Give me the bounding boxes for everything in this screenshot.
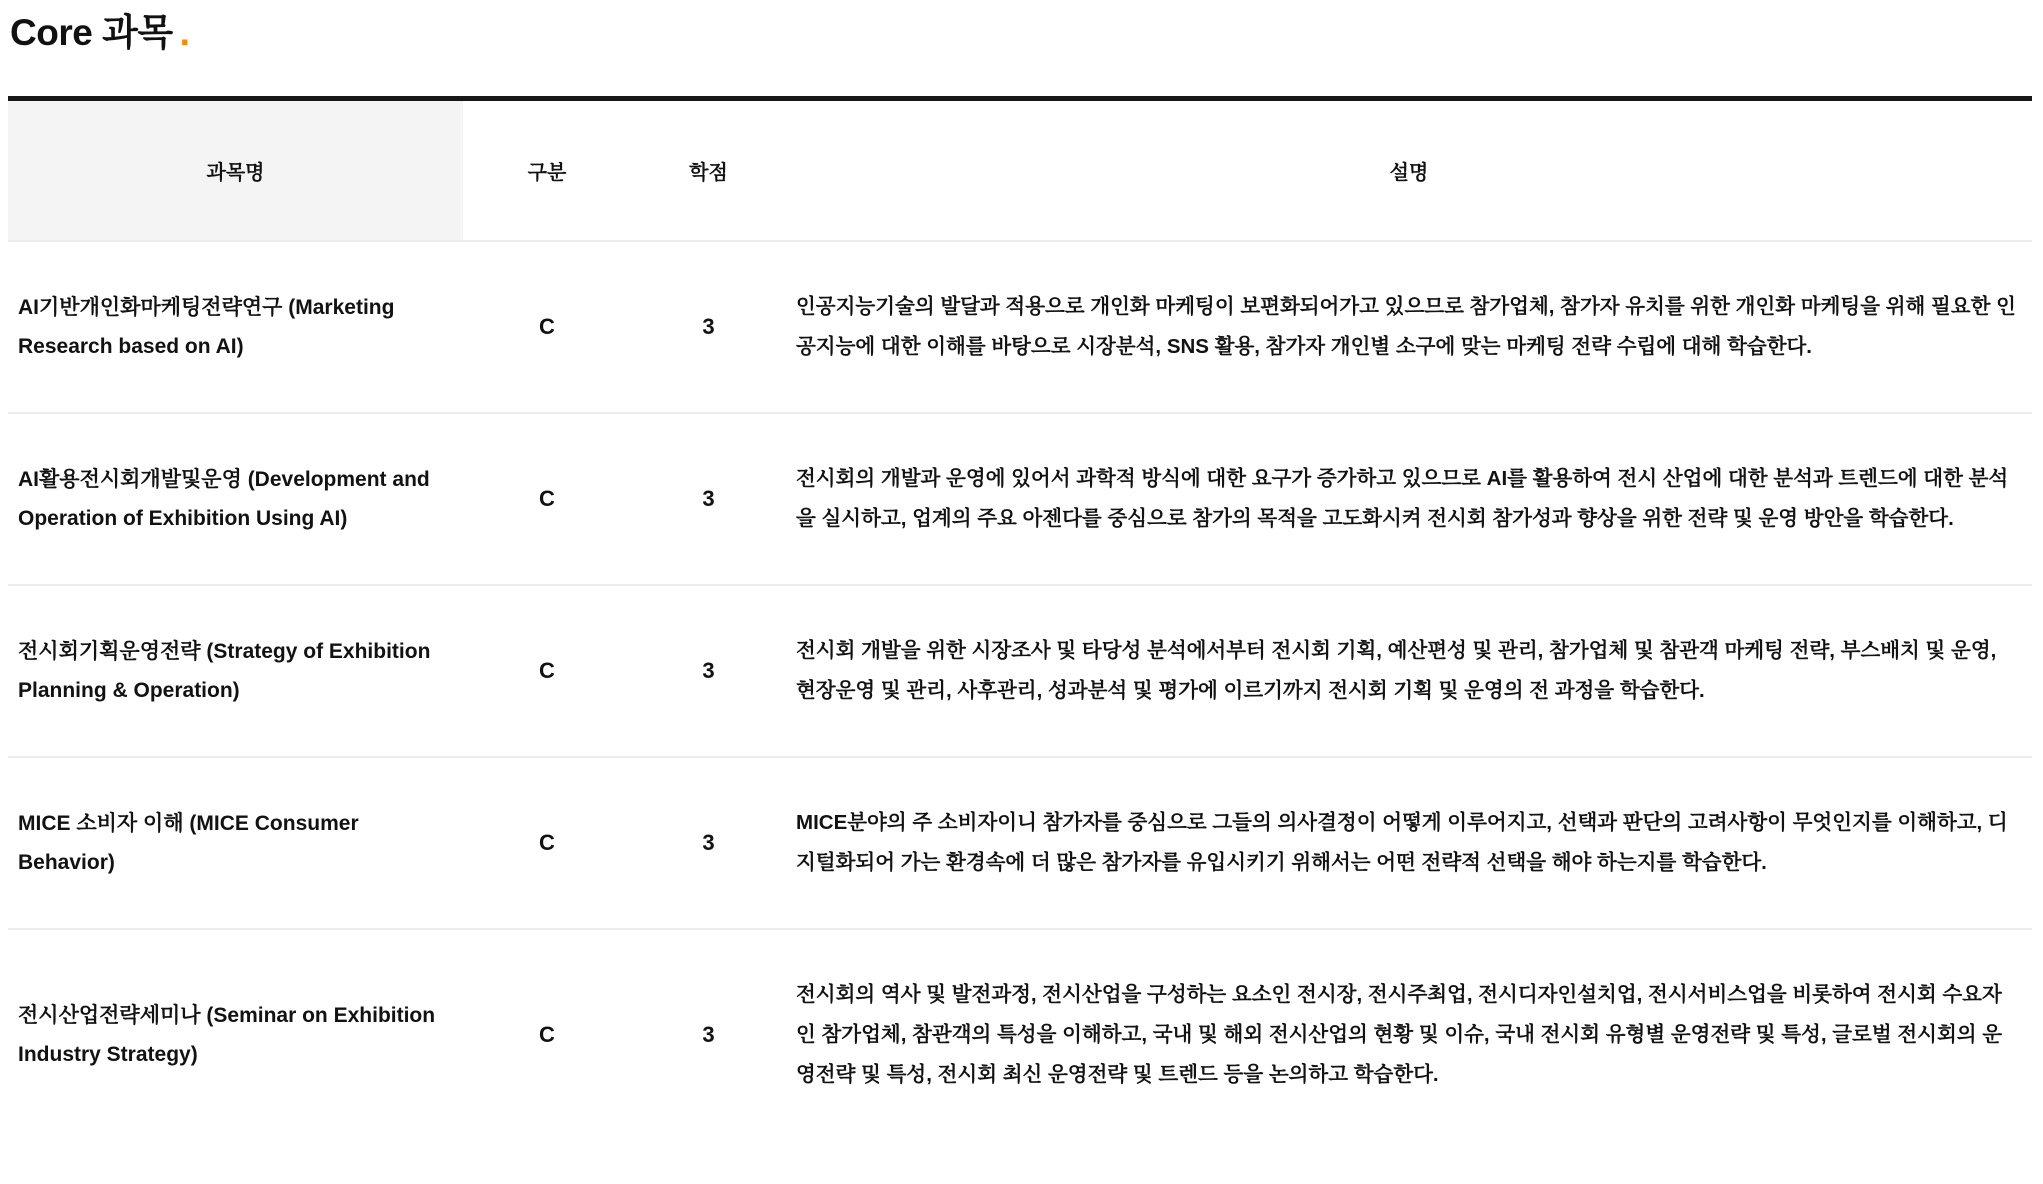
course-category: C xyxy=(463,585,631,757)
course-subject: AI활용전시회개발및운영 (Development and Operation of Exhibition Using AI) xyxy=(8,413,463,585)
table-header-row xyxy=(8,99,2032,241)
title-accent-dot: . xyxy=(179,12,190,53)
header-category: 구분 xyxy=(527,162,567,184)
table-row xyxy=(8,413,2032,585)
course-description: 전시회 개발을 위한 시장조사 및 타당성 분석에서부터 전시회 기획, 예산편성 및 관리, 참가업체 및 참관객 마케팅 전략, 부스배치 및 운영, 현장운영 및 관리, 사후관리, 성과분석 및 평가에 이르기까지 전시회 기획 및 운영의 전 과정을 학습한다. xyxy=(786,585,2032,757)
course-description: 인공지능기술의 발달과 적용으로 개인화 마케팅이 보편화되어가고 있으므로 참가업체, 참가자 유치를 위한 개인화 마케팅을 위해 필요한 인공지능에 대한 이해를 바탕으로 시장분석, SNS 활용, 참가자 개인별 소구에 맞는 마케팅 전략 수립에 대해 학습한다. xyxy=(786,241,2032,413)
course-description: 전시회의 역사 및 발전과정, 전시산업을 구성하는 요소인 전시장, 전시주최업, 전시디자인설치업, 전시서비스업을 비롯하여 전시회 수요자인 참가업체, 참관객의 특성을 이해하고, 국내 및 해외 전시산업의 현황 및 이슈, 국내 전시회 유형별 운영전략 및 특성, 글로벌 전시회의 운영전략 및 특성, 전시회 최신 운영전략 및 트렌드 등을 논의하고 학습한다. xyxy=(786,929,2032,1140)
course-category: C xyxy=(463,929,631,1140)
course-credits: 3 xyxy=(631,757,786,929)
header-subject: 과목명 xyxy=(8,99,463,241)
table-row xyxy=(8,241,2032,413)
table-row xyxy=(8,929,2032,1140)
course-description: 전시회의 개발과 운영에 있어서 과학적 방식에 대한 요구가 증가하고 있으므로 AI를 활용하여 전시 산업에 대한 분석과 트렌드에 대한 분석을 실시하고, 업계의 주요 아젠다를 중심으로 참가의 목적을 고도화시켜 전시회 참가성과 향상을 위한 전략 및 운영 방안을 학습한다. xyxy=(786,413,2032,585)
header-description: 설명 xyxy=(1389,162,1429,184)
course-subject: 전시회기획운영전략 (Strategy of Exhibition Planning & Operation) xyxy=(8,585,463,757)
course-credits: 3 xyxy=(631,413,786,585)
course-subject: MICE 소비자 이해 (MICE Consumer Behavior) xyxy=(8,757,463,929)
core-course-table xyxy=(8,96,2032,1140)
course-category: C xyxy=(463,757,631,929)
table-row xyxy=(8,757,2032,929)
course-category: C xyxy=(463,413,631,585)
course-description: MICE분야의 주 소비자이니 참가자를 중심으로 그들의 의사결정이 어떻게 이루어지고, 선택과 판단의 고려사항이 무엇인지를 이해하고, 디지털화되어 가는 환경속에 더 많은 참가자를 유입시키기 위해서는 어떤 전략적 선택을 해야 하는지를 학습한다. xyxy=(786,757,2032,929)
course-credits: 3 xyxy=(631,929,786,1140)
course-subject: AI기반개인화마케팅전략연구 (Marketing Research based on AI) xyxy=(8,241,463,413)
page-title xyxy=(10,10,2043,56)
course-category: C xyxy=(463,241,631,413)
course-subject: 전시산업전략세미나 (Seminar on Exhibition Industry Strategy) xyxy=(8,929,463,1140)
course-credits: 3 xyxy=(631,585,786,757)
page-title-text: Core 과목 xyxy=(10,12,173,53)
header-credits: 학점 xyxy=(689,162,728,184)
course-credits: 3 xyxy=(631,241,786,413)
table-row xyxy=(8,585,2032,757)
